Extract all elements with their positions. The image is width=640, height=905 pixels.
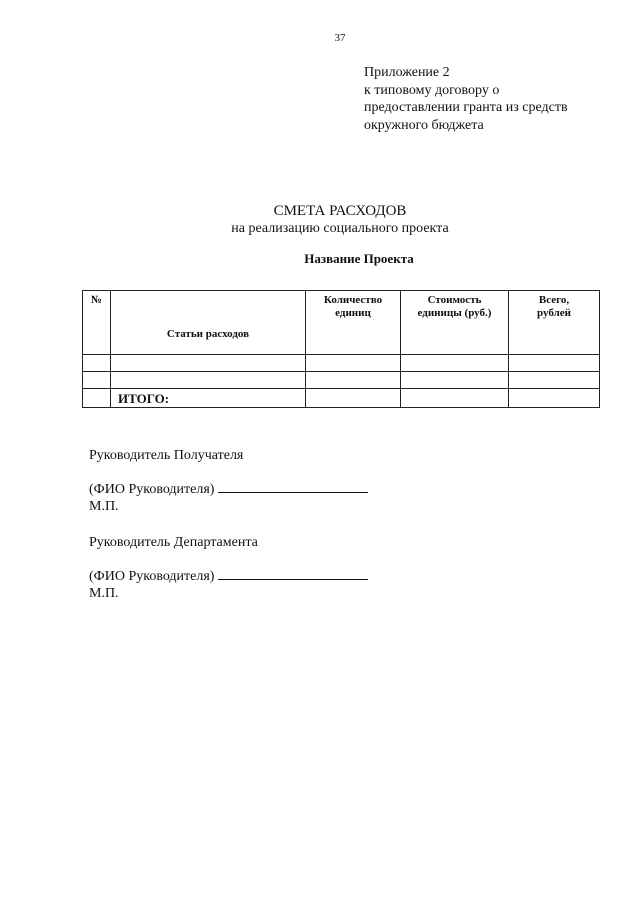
table-cell: [509, 355, 600, 372]
table-cell: [111, 372, 306, 389]
table-cell: [401, 389, 509, 408]
recipient-fio-line: [89, 482, 368, 498]
department-fio-line: [89, 569, 368, 585]
total-label: ИТОГО:: [111, 389, 306, 408]
header-total-line1: Всего,: [538, 294, 570, 306]
table-cell: [401, 372, 509, 389]
table-row: [83, 355, 600, 372]
appendix-line: предоставлении гранта из средств: [364, 100, 568, 115]
table-total-row: [83, 389, 600, 408]
header-items: Статьи расходов: [111, 291, 306, 355]
table-cell: [306, 372, 401, 389]
table-cell: [306, 389, 401, 408]
header-quantity-line1: Количество: [323, 294, 383, 306]
page-number: 37: [334, 32, 346, 44]
header-unit-cost-line2: единицы (руб.): [417, 307, 492, 319]
table-cell: [83, 355, 111, 372]
table-cell: [509, 389, 600, 408]
document-subtitle: на реализацию социального проекта: [231, 221, 449, 236]
table-cell: [83, 389, 111, 408]
table-cell: [401, 355, 509, 372]
recipient-head-label: Руководитель Получателя: [89, 448, 244, 463]
table-cell: [111, 355, 306, 372]
header-number: №: [83, 291, 111, 355]
appendix-line: Приложение 2: [364, 65, 450, 80]
document-title: СМЕТА РАСХОДОВ: [273, 203, 407, 219]
department-head-label: Руководитель Департамента: [89, 535, 258, 550]
signature-line: [218, 491, 368, 493]
header-total: [509, 291, 600, 355]
recipient-fio-label: (ФИО Руководителя): [89, 482, 215, 497]
budget-table: [82, 290, 600, 408]
table-header-row: [83, 291, 600, 355]
table-cell: [509, 372, 600, 389]
appendix-note: [364, 64, 568, 134]
header-unit-cost: [401, 291, 509, 355]
appendix-line: к типовому договору о: [364, 82, 500, 98]
table-cell: [83, 372, 111, 389]
recipient-seal: М.П.: [89, 499, 119, 514]
department-fio-label: (ФИО Руководителя): [89, 569, 215, 584]
department-seal: М.П.: [89, 586, 119, 601]
table-row: [83, 372, 600, 389]
header-total-line2: рублей: [537, 307, 571, 319]
appendix-line: окружного бюджета: [364, 117, 484, 133]
signature-line: [218, 578, 368, 580]
header-unit-cost-line1: Стоимость: [427, 294, 482, 306]
project-name: Название Проекта: [304, 251, 414, 266]
table-cell: [306, 355, 401, 372]
header-quantity-line2: единиц: [335, 307, 371, 319]
header-quantity: [306, 291, 401, 355]
